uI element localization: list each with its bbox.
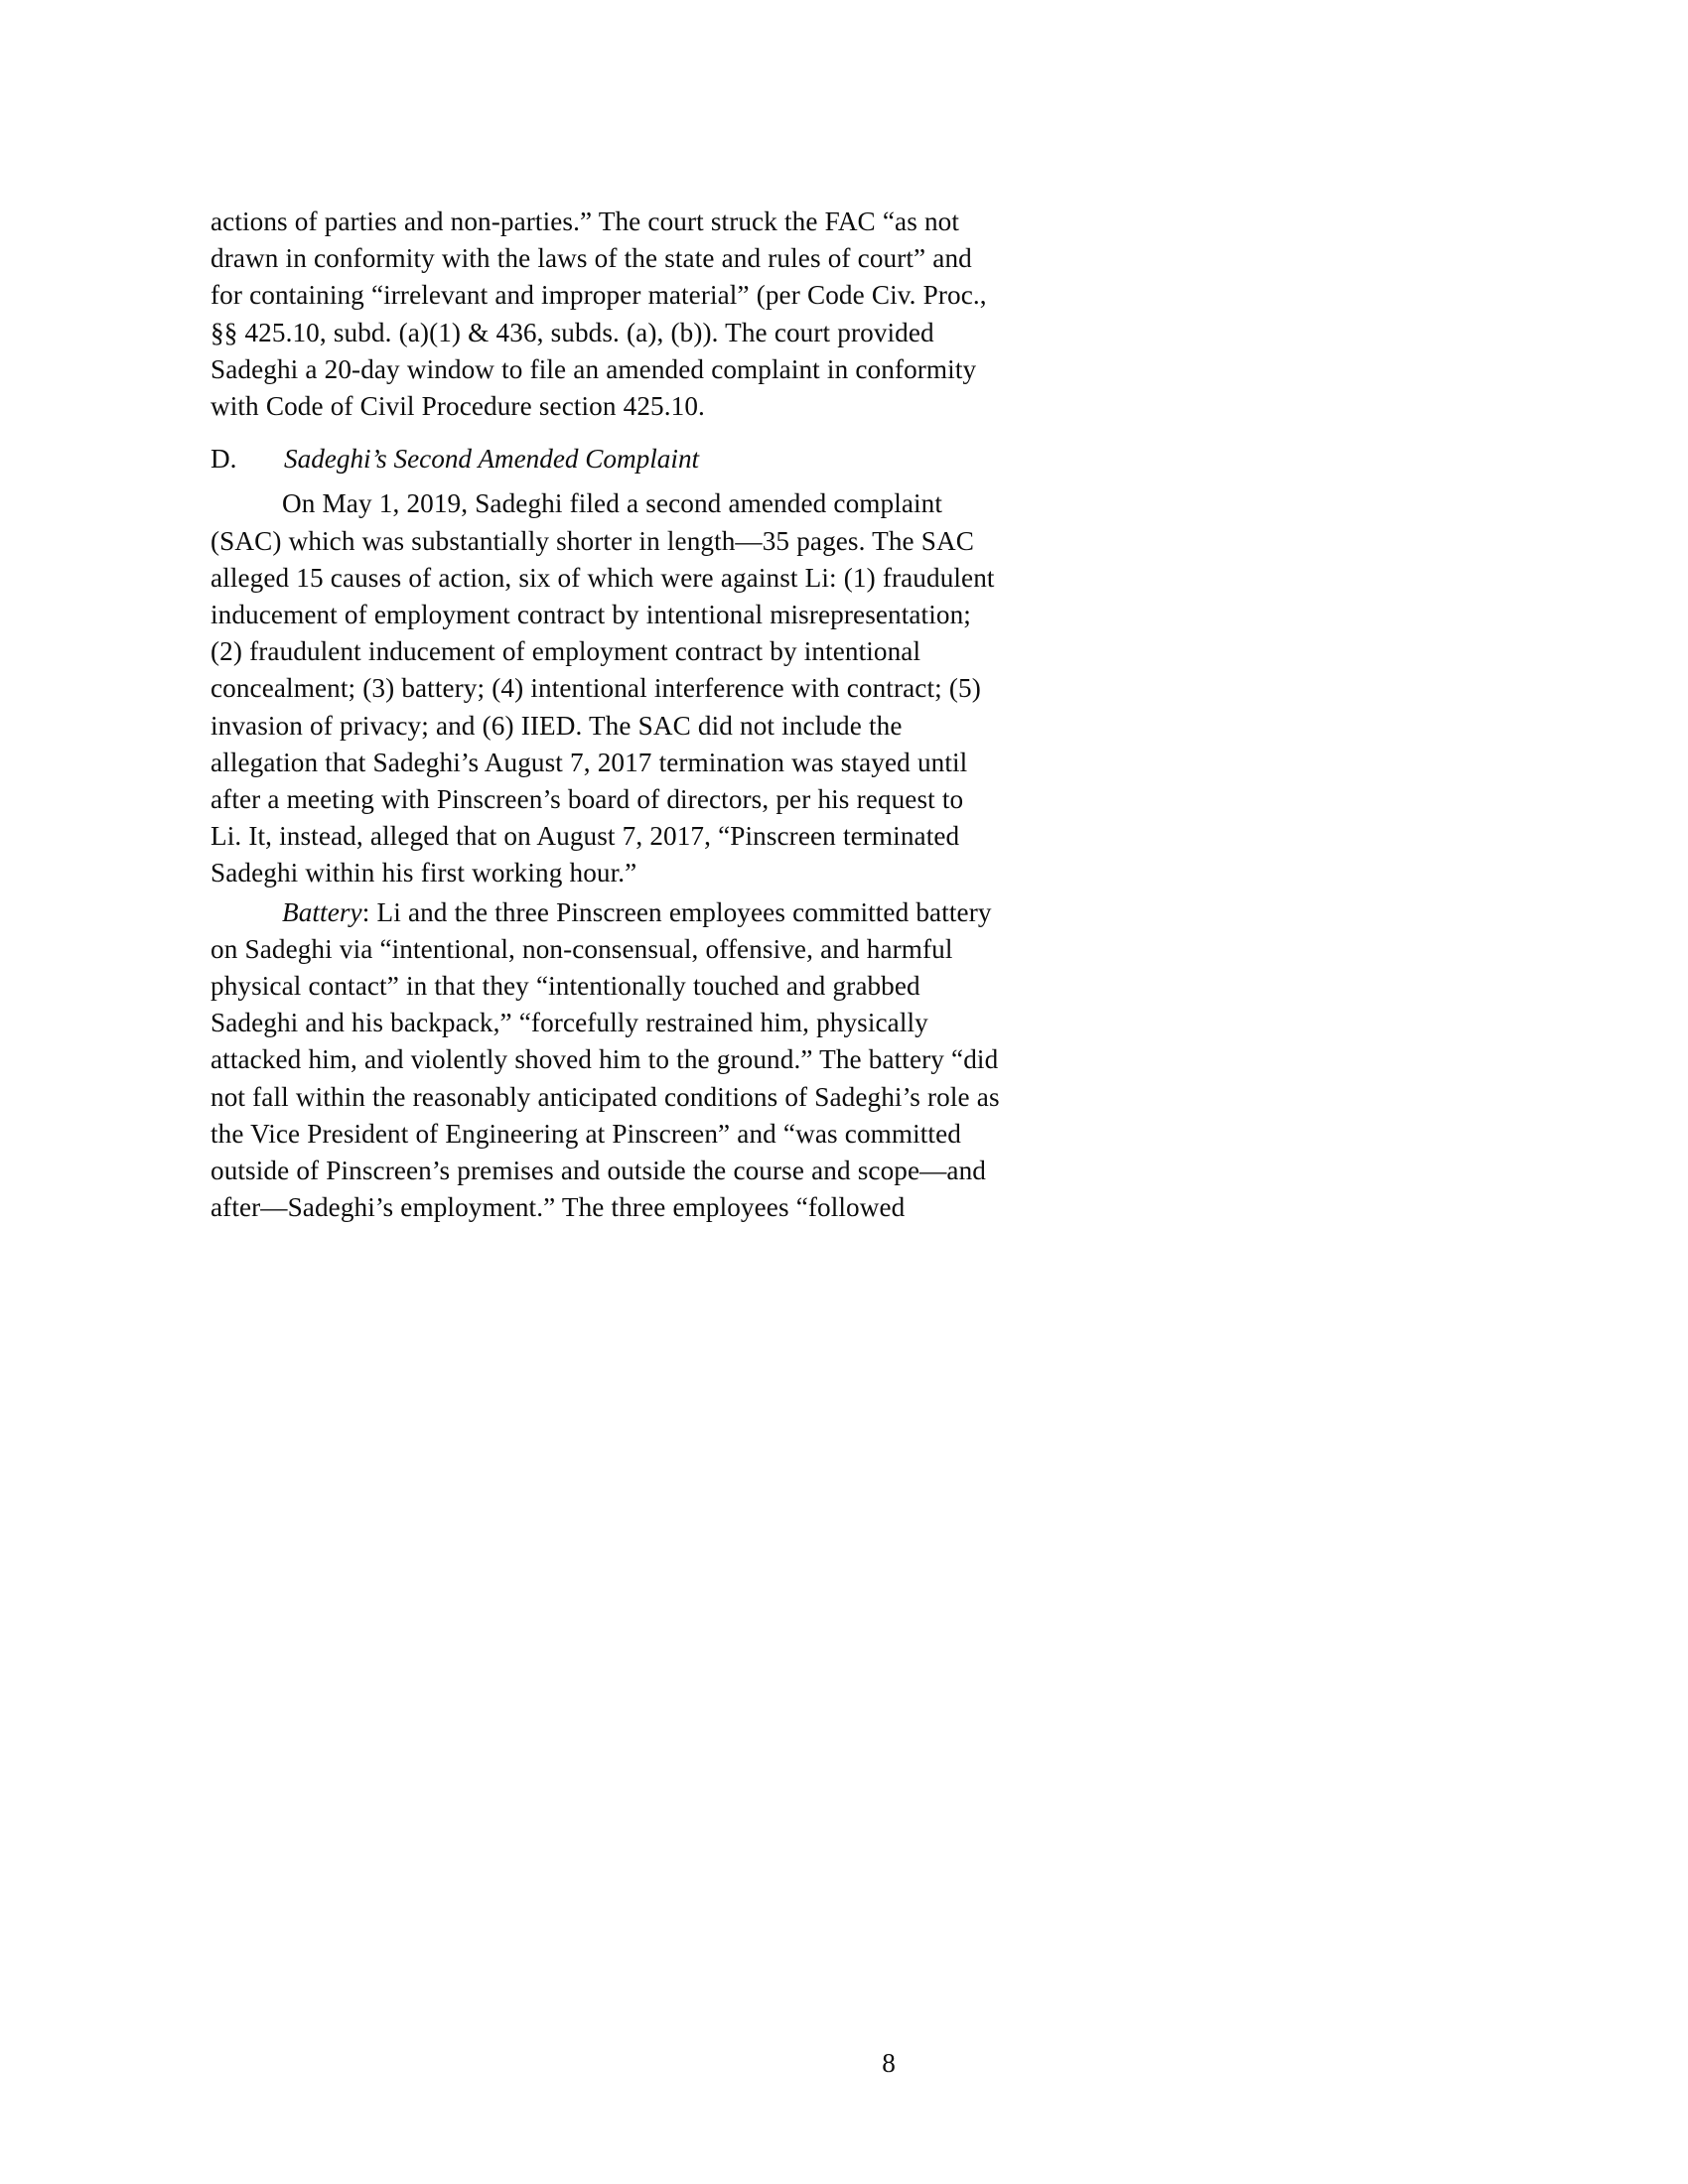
spacer-before-heading — [211, 425, 1000, 432]
section-heading-d — [211, 441, 1000, 478]
page-body-content — [211, 204, 1000, 1226]
battery-label: Battery — [282, 896, 362, 927]
section-heading-letter: D. — [211, 444, 237, 475]
paragraph-continuation: actions of parties and non-parties.” The court struck the FAC “as not drawn in conformity with the laws of the state and rules of court” and for containing “irrelevant and improper material” (per Code Civ. Proc., §§ 425.10, subd. (a)(1) & 436, subds. (a), (b)). The court provided Sadeghi a 20-day window to file an amended complaint in conformity with Code of Civil Procedure section 425.10. — [211, 206, 987, 422]
battery-text: : Li and the three Pinscreen employees committed battery on Sadeghi via “intentional, non-consensual, offensive, and harmful physical contact” in that they “intentionally touched and grabbed Sadeghi and his backpack,” “forcefully restrained him, physically attacked him, and violently shoved him to the ground.” The battery “did not fall within the reasonably anticipated conditions of Sadeghi’s role as the Vice President of Engineering at Pinscreen” and “was committed outside of Pinscreen’s premises and outside the course and scope—and after—Sadeghi’s employment.” The three employees “followed — [211, 896, 1000, 1223]
paragraph-battery — [211, 894, 1000, 1227]
section-heading-title: Sadeghi’s Second Amended Complaint — [284, 444, 700, 475]
paragraph-sac-overview: On May 1, 2019, Sadeghi filed a second amended complaint (SAC) which was substantially shorter in length—35 pages. The SAC alleged 15 causes of action, six of which were against Li: (1) fraudulent inducement of employment contract by intentional misrepresentation; (2) fraudulent inducement of employment contract by intentional concealment; (3) battery; (4) intentional interference with contract; (5) invasion of privacy; and (6) IIED. The SAC did not include the allegation that Sadeghi’s August 7, 2017 termination was stayed until after a meeting with Pinscreen’s board of directors, per his request to Li. It, instead, alleged that on August 7, 2017, “Pinscreen terminated Sadeghi within his first working hour.” — [211, 488, 995, 888]
page-number: 8 — [882, 2048, 896, 2078]
